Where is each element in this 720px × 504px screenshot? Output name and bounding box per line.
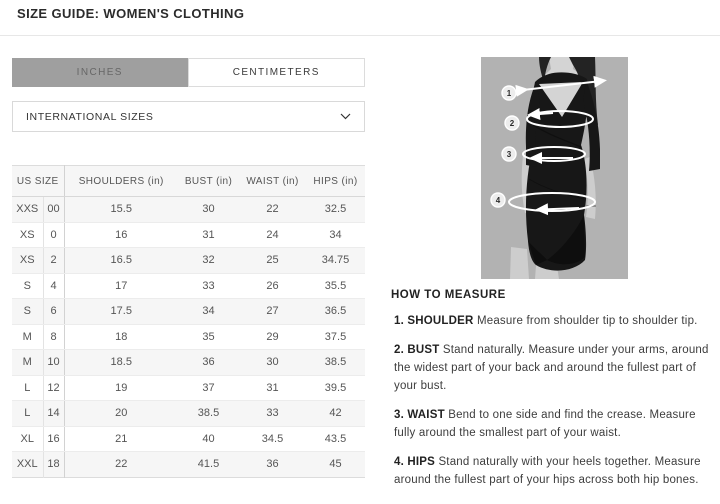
- table-row: [12, 197, 365, 223]
- callout-3-number: 3: [506, 150, 512, 159]
- cell-size-letter: M: [12, 324, 43, 350]
- measure-instruction: [391, 312, 718, 330]
- cell-us-number: 16: [43, 426, 64, 452]
- measurement-figure: [481, 57, 628, 279]
- cell-size-letter: XXL: [12, 452, 43, 478]
- header-divider: [0, 35, 720, 36]
- select-value: INTERNATIONAL SIZES: [26, 110, 154, 123]
- cell-shoulders: 19: [64, 375, 178, 401]
- callout-2-number: 2: [509, 119, 515, 128]
- tab-centimeters[interactable]: CENTIMETERS: [188, 58, 366, 87]
- cell-hips: 35.5: [306, 273, 365, 299]
- cell-shoulders: 17.5: [64, 299, 178, 325]
- measure-instruction-text: Stand naturally with your heels together. Measure around the fullest part of your hips across both hip bones.: [394, 456, 701, 486]
- cell-us-number: 2: [43, 248, 64, 274]
- cell-shoulders: 15.5: [64, 197, 178, 223]
- cell-hips: 42: [306, 401, 365, 427]
- table-row: [12, 452, 365, 478]
- cell-bust: 36: [178, 350, 239, 376]
- cell-shoulders: 21: [64, 426, 178, 452]
- table-row: [12, 248, 365, 274]
- cell-size-letter: S: [12, 273, 43, 299]
- measure-instruction-label: 4. HIPS: [394, 456, 436, 468]
- measure-instruction-label: 2. BUST: [394, 344, 440, 356]
- cell-hips: 34.75: [306, 248, 365, 274]
- cell-waist: 33: [239, 401, 306, 427]
- table-row: [12, 222, 365, 248]
- model-photo: [481, 57, 628, 279]
- cell-us-number: 0: [43, 222, 64, 248]
- col-header-us-size: US SIZE: [12, 166, 64, 197]
- measure-instruction-text: Bend to one side and find the crease. Measure fully around the smallest part of your waist.: [394, 409, 696, 439]
- how-to-measure-heading: HOW TO MEASURE: [391, 289, 506, 301]
- col-header-hips: HIPS (in): [306, 166, 365, 197]
- cell-us-number: 14: [43, 401, 64, 427]
- page-title: SIZE GUIDE: WOMEN'S CLOTHING: [17, 6, 245, 21]
- table-row: [12, 273, 365, 299]
- cell-shoulders: 17: [64, 273, 178, 299]
- table-row: [12, 350, 365, 376]
- cell-bust: 35: [178, 324, 239, 350]
- cell-waist: 27: [239, 299, 306, 325]
- cell-us-number: 18: [43, 452, 64, 478]
- cell-hips: 45: [306, 452, 365, 478]
- page-header: [17, 6, 244, 21]
- cell-us-number: 4: [43, 273, 64, 299]
- cell-shoulders: 18: [64, 324, 178, 350]
- cell-waist: 22: [239, 197, 306, 223]
- table-row: [12, 426, 365, 452]
- cell-us-number: 6: [43, 299, 64, 325]
- cell-shoulders: 16: [64, 222, 178, 248]
- cell-waist: 25: [239, 248, 306, 274]
- international-sizes-select[interactable]: [12, 101, 365, 132]
- chevron-down-icon: [340, 113, 351, 120]
- measure-instruction-label: 1. SHOULDER: [394, 315, 474, 327]
- cell-size-letter: XS: [12, 248, 43, 274]
- cell-waist: 24: [239, 222, 306, 248]
- callout-1-number: 1: [506, 89, 512, 98]
- cell-us-number: 8: [43, 324, 64, 350]
- table-row: [12, 375, 365, 401]
- cell-bust: 40: [178, 426, 239, 452]
- cell-waist: 31: [239, 375, 306, 401]
- cell-waist: 29: [239, 324, 306, 350]
- cell-us-number: 12: [43, 375, 64, 401]
- cell-hips: 34: [306, 222, 365, 248]
- cell-shoulders: 16.5: [64, 248, 178, 274]
- cell-waist: 30: [239, 350, 306, 376]
- cell-waist: 34.5: [239, 426, 306, 452]
- cell-hips: 38.5: [306, 350, 365, 376]
- cell-waist: 26: [239, 273, 306, 299]
- cell-waist: 36: [239, 452, 306, 478]
- cell-size-letter: L: [12, 401, 43, 427]
- cell-bust: 38.5: [178, 401, 239, 427]
- cell-bust: 34: [178, 299, 239, 325]
- cell-size-letter: XS: [12, 222, 43, 248]
- unit-tabs: [12, 58, 365, 87]
- measure-instruction-text: Stand naturally. Measure under your arms, around the widest part of your back and around the fullest part of your bust.: [394, 344, 709, 392]
- measure-instruction-label: 3. WAIST: [394, 409, 445, 421]
- cell-size-letter: XXS: [12, 197, 43, 223]
- col-header-shoulders: SHOULDERS (in): [64, 166, 178, 197]
- cell-us-number: 00: [43, 197, 64, 223]
- cell-us-number: 10: [43, 350, 64, 376]
- callout-4-number: 4: [495, 196, 501, 205]
- cell-bust: 30: [178, 197, 239, 223]
- measure-instruction-text: Measure from shoulder tip to shoulder tip.: [476, 315, 698, 327]
- table-header-row: [12, 166, 365, 197]
- cell-shoulders: 22: [64, 452, 178, 478]
- cell-bust: 31: [178, 222, 239, 248]
- table-row: [12, 324, 365, 350]
- cell-hips: 37.5: [306, 324, 365, 350]
- size-chart-panel: [12, 58, 365, 478]
- measure-instruction: [391, 341, 718, 395]
- cell-bust: 41.5: [178, 452, 239, 478]
- cell-bust: 33: [178, 273, 239, 299]
- cell-size-letter: XL: [12, 426, 43, 452]
- measure-instruction: [391, 453, 718, 489]
- cell-hips: 39.5: [306, 375, 365, 401]
- how-to-measure-section: [391, 289, 718, 489]
- col-header-waist: WAIST (in): [239, 166, 306, 197]
- tab-inches[interactable]: INCHES: [12, 58, 188, 87]
- cell-shoulders: 20: [64, 401, 178, 427]
- how-to-measure-panel: [391, 57, 718, 489]
- table-row: [12, 401, 365, 427]
- cell-shoulders: 18.5: [64, 350, 178, 376]
- measure-instruction: [391, 406, 718, 442]
- cell-size-letter: L: [12, 375, 43, 401]
- cell-size-letter: S: [12, 299, 43, 325]
- table-row: [12, 299, 365, 325]
- cell-bust: 32: [178, 248, 239, 274]
- cell-size-letter: M: [12, 350, 43, 376]
- size-table: [12, 165, 365, 478]
- cell-hips: 43.5: [306, 426, 365, 452]
- cell-hips: 36.5: [306, 299, 365, 325]
- cell-bust: 37: [178, 375, 239, 401]
- cell-hips: 32.5: [306, 197, 365, 223]
- col-header-bust: BUST (in): [178, 166, 239, 197]
